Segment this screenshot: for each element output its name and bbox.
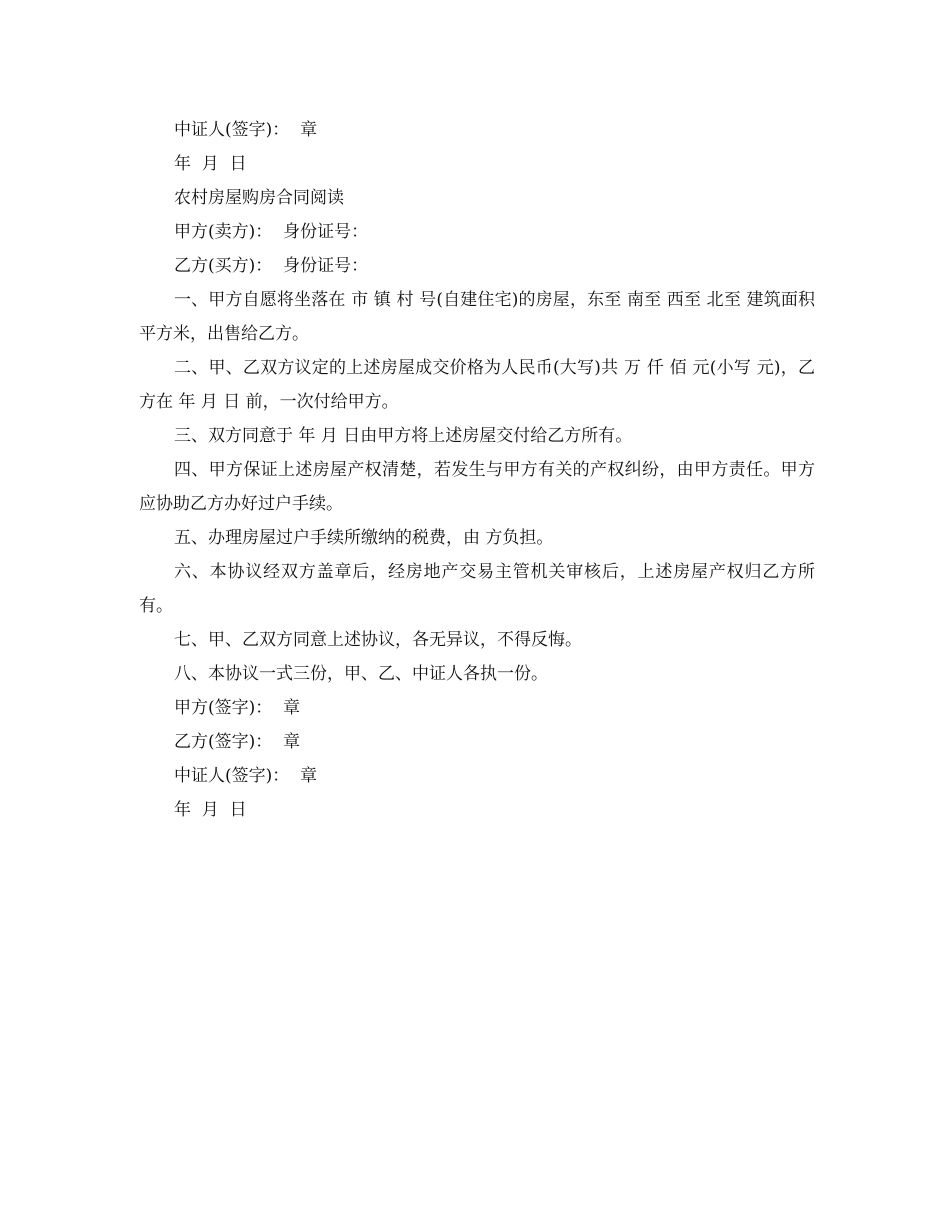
seller-signature-line: 甲方(签字)： 章 [174,698,301,718]
witness-signature-line-bottom: 中证人(签字)： 章 [174,766,318,786]
document-title: 农村房屋购房合同阅读 [174,188,344,208]
clause-2: 二、甲、乙双方议定的上述房屋成交价格为人民币(大写)共 万 仟 佰 元(小写 元)，乙方在 年 月 日 前，一次付给甲方。 [139,358,815,412]
clause-8: 八、本协议一式三份，甲、乙、中证人各执一份。 [174,664,548,684]
document-page [139,113,815,827]
clause-1: 一、甲方自愿将坐落在 市 镇 村 号(自建住宅)的房屋，东至 南至 西至 北至 建筑面积 平方米，出售给乙方。 [139,290,815,344]
date-line-bottom: 年 月 日 [174,800,247,820]
buyer-id-line: 乙方(买方)： 身份证号： [174,256,369,276]
buyer-signature-line: 乙方(签字)： 章 [174,732,301,752]
clause-7: 七、甲、乙双方同意上述协议，各无异议，不得反悔。 [174,630,582,650]
clause-5: 五、办理房屋过户手续所缴纳的税费，由 方负担。 [174,528,554,548]
witness-signature-line: 中证人(签字)： 章 [174,120,318,140]
clause-6: 六、本协议经双方盖章后，经房地产交易主管机关审核后，上述房屋产权归乙方所有。 [139,562,815,616]
date-line: 年 月 日 [174,154,247,174]
seller-id-line: 甲方(卖方)： 身份证号： [174,222,369,242]
clause-4: 四、甲方保证上述房屋产权清楚，若发生与甲方有关的产权纠纷，由甲方责任。甲方应协助乙方办好过户手续。 [139,460,815,514]
clause-3: 三、双方同意于 年 月 日由甲方将上述房屋交付给乙方所有。 [174,426,633,446]
